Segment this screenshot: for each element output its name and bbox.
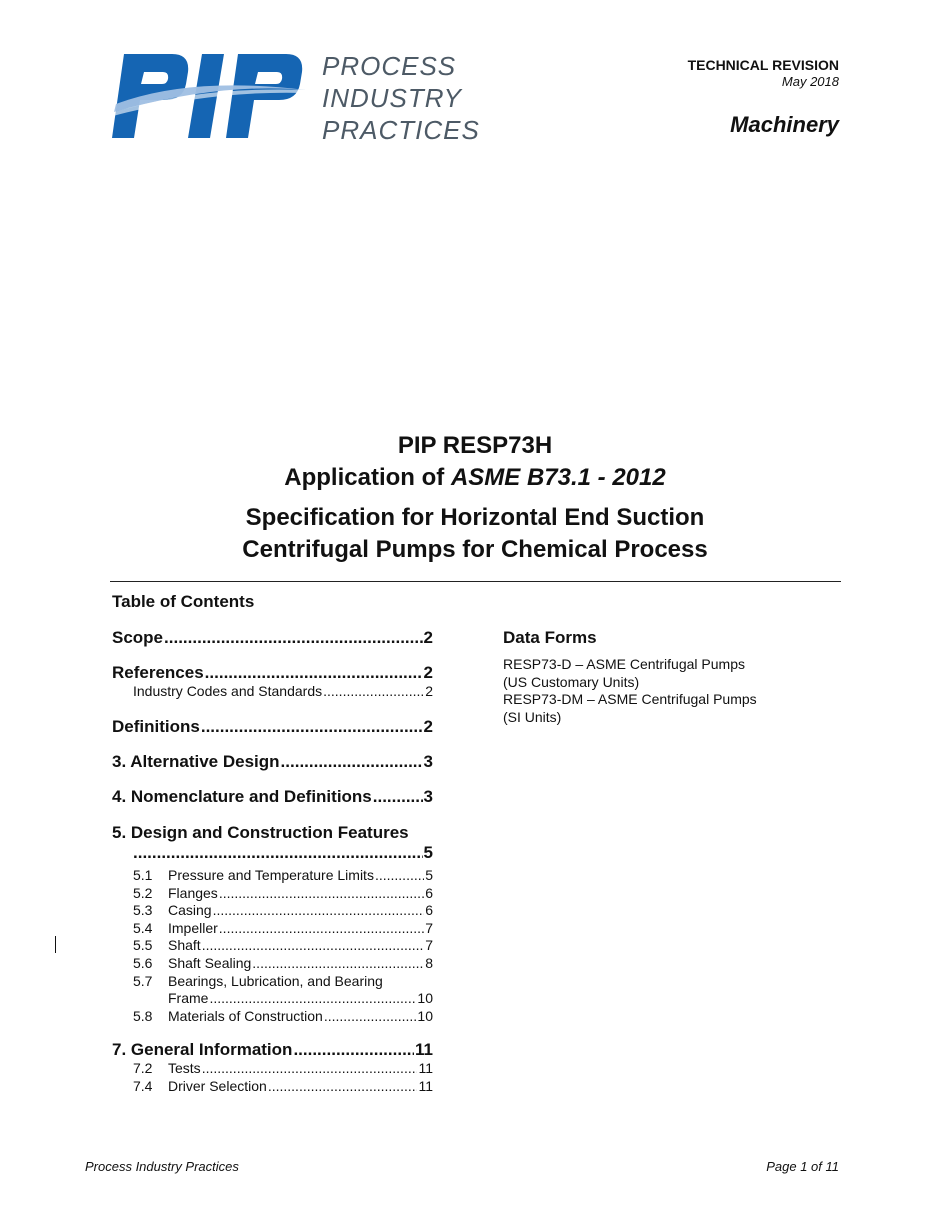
toc-page: 5 (423, 843, 433, 862)
brand-line: PROCESS (322, 51, 457, 81)
toc-subentry[interactable] (112, 937, 433, 955)
toc-label: Materials of Construction (168, 1007, 323, 1024)
toc-subentry[interactable] (112, 885, 433, 903)
text-cursor (55, 936, 56, 953)
toc-page: 7 (425, 919, 433, 936)
toc-label: 7. General Information (112, 1040, 293, 1059)
toc-label: Driver Selection (168, 1077, 267, 1094)
toc-label: Frame (168, 990, 209, 1007)
toc-label: 5. Design and Construction Features (112, 823, 409, 842)
spec-title-line-1: Specification for Horizontal End Suction (245, 504, 705, 531)
toc-label: References (112, 663, 204, 682)
toc-page: 3 (423, 752, 433, 771)
document-header (688, 56, 839, 138)
toc-page: 11 (415, 1040, 433, 1059)
application-standard: ASME B73.1 - 2012 (450, 464, 666, 491)
data-forms-heading: Data Forms (503, 628, 597, 647)
toc-entry-general[interactable] (112, 1040, 433, 1095)
toc-page: 3 (423, 787, 433, 806)
toc-label: Definitions (112, 717, 200, 736)
brand-line: INDUSTRY (322, 83, 462, 113)
toc-page: 2 (423, 628, 433, 647)
toc-label: Flanges (168, 884, 218, 901)
toc-subentry[interactable] (112, 973, 433, 991)
category-label: Machinery (730, 112, 839, 137)
data-form-line[interactable]: RESP73-D – ASME Centrifugal Pumps (503, 656, 745, 672)
toc-number: 5.7 (133, 972, 153, 989)
revision-date: May 2018 (781, 74, 839, 89)
toc-number: 5.4 (133, 919, 153, 936)
divider (110, 581, 841, 582)
toc-entry-design[interactable] (112, 823, 433, 1025)
footer-page-number: Page 1 of 11 (766, 1159, 839, 1174)
toc-page: 2 (423, 717, 433, 736)
toc-page: 2 (423, 663, 433, 682)
toc-subentry[interactable] (112, 1008, 433, 1026)
toc-page: 6 (425, 902, 433, 919)
toc-entry-alternative-design[interactable] (112, 752, 433, 772)
toc-subentry[interactable] (112, 902, 433, 920)
toc-subentry-cont[interactable] (112, 990, 433, 1008)
toc-page: 8 (425, 954, 433, 971)
toc-subentry[interactable] (112, 955, 433, 973)
toc-label: Impeller (168, 919, 218, 936)
toc-page: 10 (417, 1007, 433, 1024)
toc-page: 2 (425, 683, 433, 699)
toc-number: 5.3 (133, 902, 153, 919)
toc-entry-references[interactable] (112, 663, 433, 701)
brand-name (322, 50, 522, 146)
toc-number: 5.1 (133, 867, 153, 883)
footer-org: Process Industry Practices (85, 1159, 239, 1174)
toc-subentry[interactable] (112, 1060, 433, 1078)
toc-entry-definitions[interactable] (112, 717, 433, 737)
application-line (0, 462, 950, 494)
revision-label: TECHNICAL REVISION (687, 57, 839, 73)
toc-subentry[interactable] (112, 867, 433, 885)
toc-label: 3. Alternative Design (112, 752, 280, 771)
toc-number: 7.2 (133, 1060, 153, 1076)
data-form-line: (SI Units) (503, 708, 562, 725)
toc-number: 5.8 (133, 1007, 153, 1024)
toc-label: Shaft (168, 937, 201, 954)
brand-line: PRACTICES (322, 115, 480, 145)
toc-subentry[interactable] (112, 920, 433, 938)
data-form-line: (US Customary Units) (503, 673, 640, 690)
toc-heading: Table of Contents (112, 592, 255, 611)
toc-subentry[interactable] (112, 683, 433, 701)
toc-label: Bearings, Lubrication, and Bearing (168, 972, 383, 989)
pip-logo-icon (110, 52, 306, 140)
application-prefix: Application of (284, 464, 451, 491)
toc-label: Casing (168, 902, 212, 919)
toc-label: Shaft Sealing (168, 954, 252, 971)
toc-page: 11 (418, 1077, 433, 1094)
toc-number: 7.4 (133, 1077, 153, 1094)
toc-entry-nomenclature[interactable] (112, 787, 433, 807)
toc-page: 7 (425, 937, 433, 954)
toc-label: Pressure and Temperature Limits (168, 867, 374, 883)
toc-subentry[interactable] (112, 1078, 433, 1096)
toc-page: 5 (425, 867, 433, 883)
toc-number: 5.2 (133, 884, 153, 901)
toc-label: 4. Nomenclature and Definitions (112, 787, 372, 806)
toc-page: 6 (425, 884, 433, 901)
toc-page: 10 (417, 990, 433, 1007)
document-title (0, 430, 950, 566)
toc-number: 5.5 (133, 937, 153, 954)
spec-title-line-2: Centrifugal Pumps for Chemical Process (242, 536, 708, 563)
toc-label: Scope (112, 628, 164, 647)
toc-number: 5.6 (133, 954, 153, 971)
toc-label: Tests (168, 1060, 201, 1076)
data-forms-list (503, 656, 757, 726)
data-form-line[interactable]: RESP73-DM – ASME Centrifugal Pumps (503, 691, 757, 708)
toc-page: 11 (418, 1060, 433, 1076)
toc-entry-scope[interactable] (112, 628, 433, 648)
toc-label: Industry Codes and Standards (133, 683, 323, 699)
document-code: PIP RESP73H (397, 432, 553, 459)
